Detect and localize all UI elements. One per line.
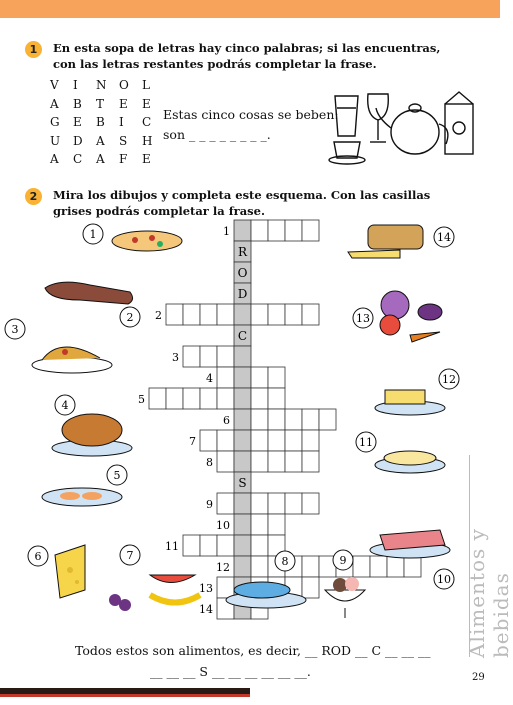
crossword-number: 8 (206, 456, 213, 469)
crossword-prefilled-letter: S (238, 476, 247, 490)
crossword-prefilled-letter: O (237, 266, 248, 280)
crossword-number: 7 (189, 435, 196, 448)
picture-number-10 (434, 569, 454, 589)
exercise-2-number: 2 (25, 188, 42, 205)
letter-soup: V I N O L A B T E E G E B I C U D A S H A C A F E (50, 78, 154, 166)
svg-text:3: 3 (11, 323, 19, 336)
svg-text:5: 5 (113, 469, 121, 482)
vegetables-icon (380, 291, 442, 342)
svg-text:14: 14 (437, 231, 451, 244)
picture-number-3 (5, 319, 25, 339)
ice-cream-icon (325, 577, 365, 618)
svg-text:7: 7 (126, 549, 134, 562)
pasta-icon (32, 347, 112, 373)
fish-icon (226, 582, 306, 608)
svg-text:6: 6 (34, 550, 42, 563)
footer-sentence: Todos estos son alimentos, es decir, __ ROD __ C __ __ __ __ __ __ S __ __ __ __ __ __. (75, 643, 431, 679)
picture-number-11 (356, 432, 376, 452)
picture-number-1 (83, 224, 103, 244)
crossword-number: 4 (206, 372, 213, 385)
picture-number-9 (333, 550, 353, 570)
roast-chicken-icon (52, 414, 132, 456)
svg-text:2: 2 (126, 311, 134, 324)
crossword-number: 13 (199, 582, 213, 595)
crossword-number: 3 (172, 351, 179, 364)
crossword-number: 10 (216, 519, 230, 532)
picture-number-5 (107, 465, 127, 485)
bottom-bar-accent (0, 694, 250, 697)
picture-number-6 (28, 546, 48, 566)
svg-text:13: 13 (356, 312, 370, 325)
crossword-number: 6 (223, 414, 230, 427)
crossword-prefilled-letter: R (237, 245, 248, 259)
svg-text:9: 9 (339, 554, 347, 567)
pizza-icon (112, 231, 182, 251)
picture-number-4 (55, 395, 75, 415)
rice-icon (375, 451, 445, 473)
crossword-number: 11 (165, 540, 179, 553)
exercise-1-number: 1 (25, 41, 42, 58)
svg-text:12: 12 (442, 373, 456, 386)
crossword-prefilled-letter: D (237, 287, 248, 301)
svg-text:11: 11 (359, 436, 373, 449)
svg-text:10: 10 (437, 573, 451, 586)
picture-number-8 (275, 551, 295, 571)
crossword-number: 14 (199, 603, 213, 616)
svg-text:1: 1 (89, 228, 97, 241)
fruit-icon (109, 575, 200, 611)
crossword-number: 9 (206, 498, 213, 511)
crossword-number: 1 (223, 225, 230, 238)
exercise-1-instruction: En esta sopa de letras hay cinco palabras; si las encuentras, con las letras restantes podrás completar la frase. (53, 41, 441, 71)
sausage-icon (45, 282, 133, 304)
svg-text:8: 8 (281, 555, 289, 568)
picture-number-7 (120, 545, 140, 565)
picture-number-13 (353, 308, 373, 328)
svg-text:4: 4 (61, 399, 69, 412)
exercise-2-instruction: Mira los dibujos y completa este esquema. Con las casillas grises podrás completar la frase. (53, 188, 431, 218)
exercise-1-sentence: Estas cinco cosas se beben: son _ _ _ _ _ _ _ _. (163, 107, 339, 142)
crossword-number: 12 (216, 561, 230, 574)
picture-number-12 (439, 369, 459, 389)
crossword-prefilled-letter: C (237, 329, 248, 343)
picture-number-2 (120, 307, 140, 327)
side-title: Alimentos y bebidas (465, 528, 513, 658)
butter-icon (375, 390, 445, 415)
crossword-number: 2 (155, 309, 162, 322)
meat-icon (370, 530, 450, 558)
fried-eggs-icon (42, 488, 122, 506)
picture-number-14 (434, 227, 454, 247)
crossword-number: 5 (138, 393, 145, 406)
bread-icon (348, 225, 423, 258)
page-number: 29 (472, 672, 485, 683)
cheese-icon (55, 545, 85, 598)
